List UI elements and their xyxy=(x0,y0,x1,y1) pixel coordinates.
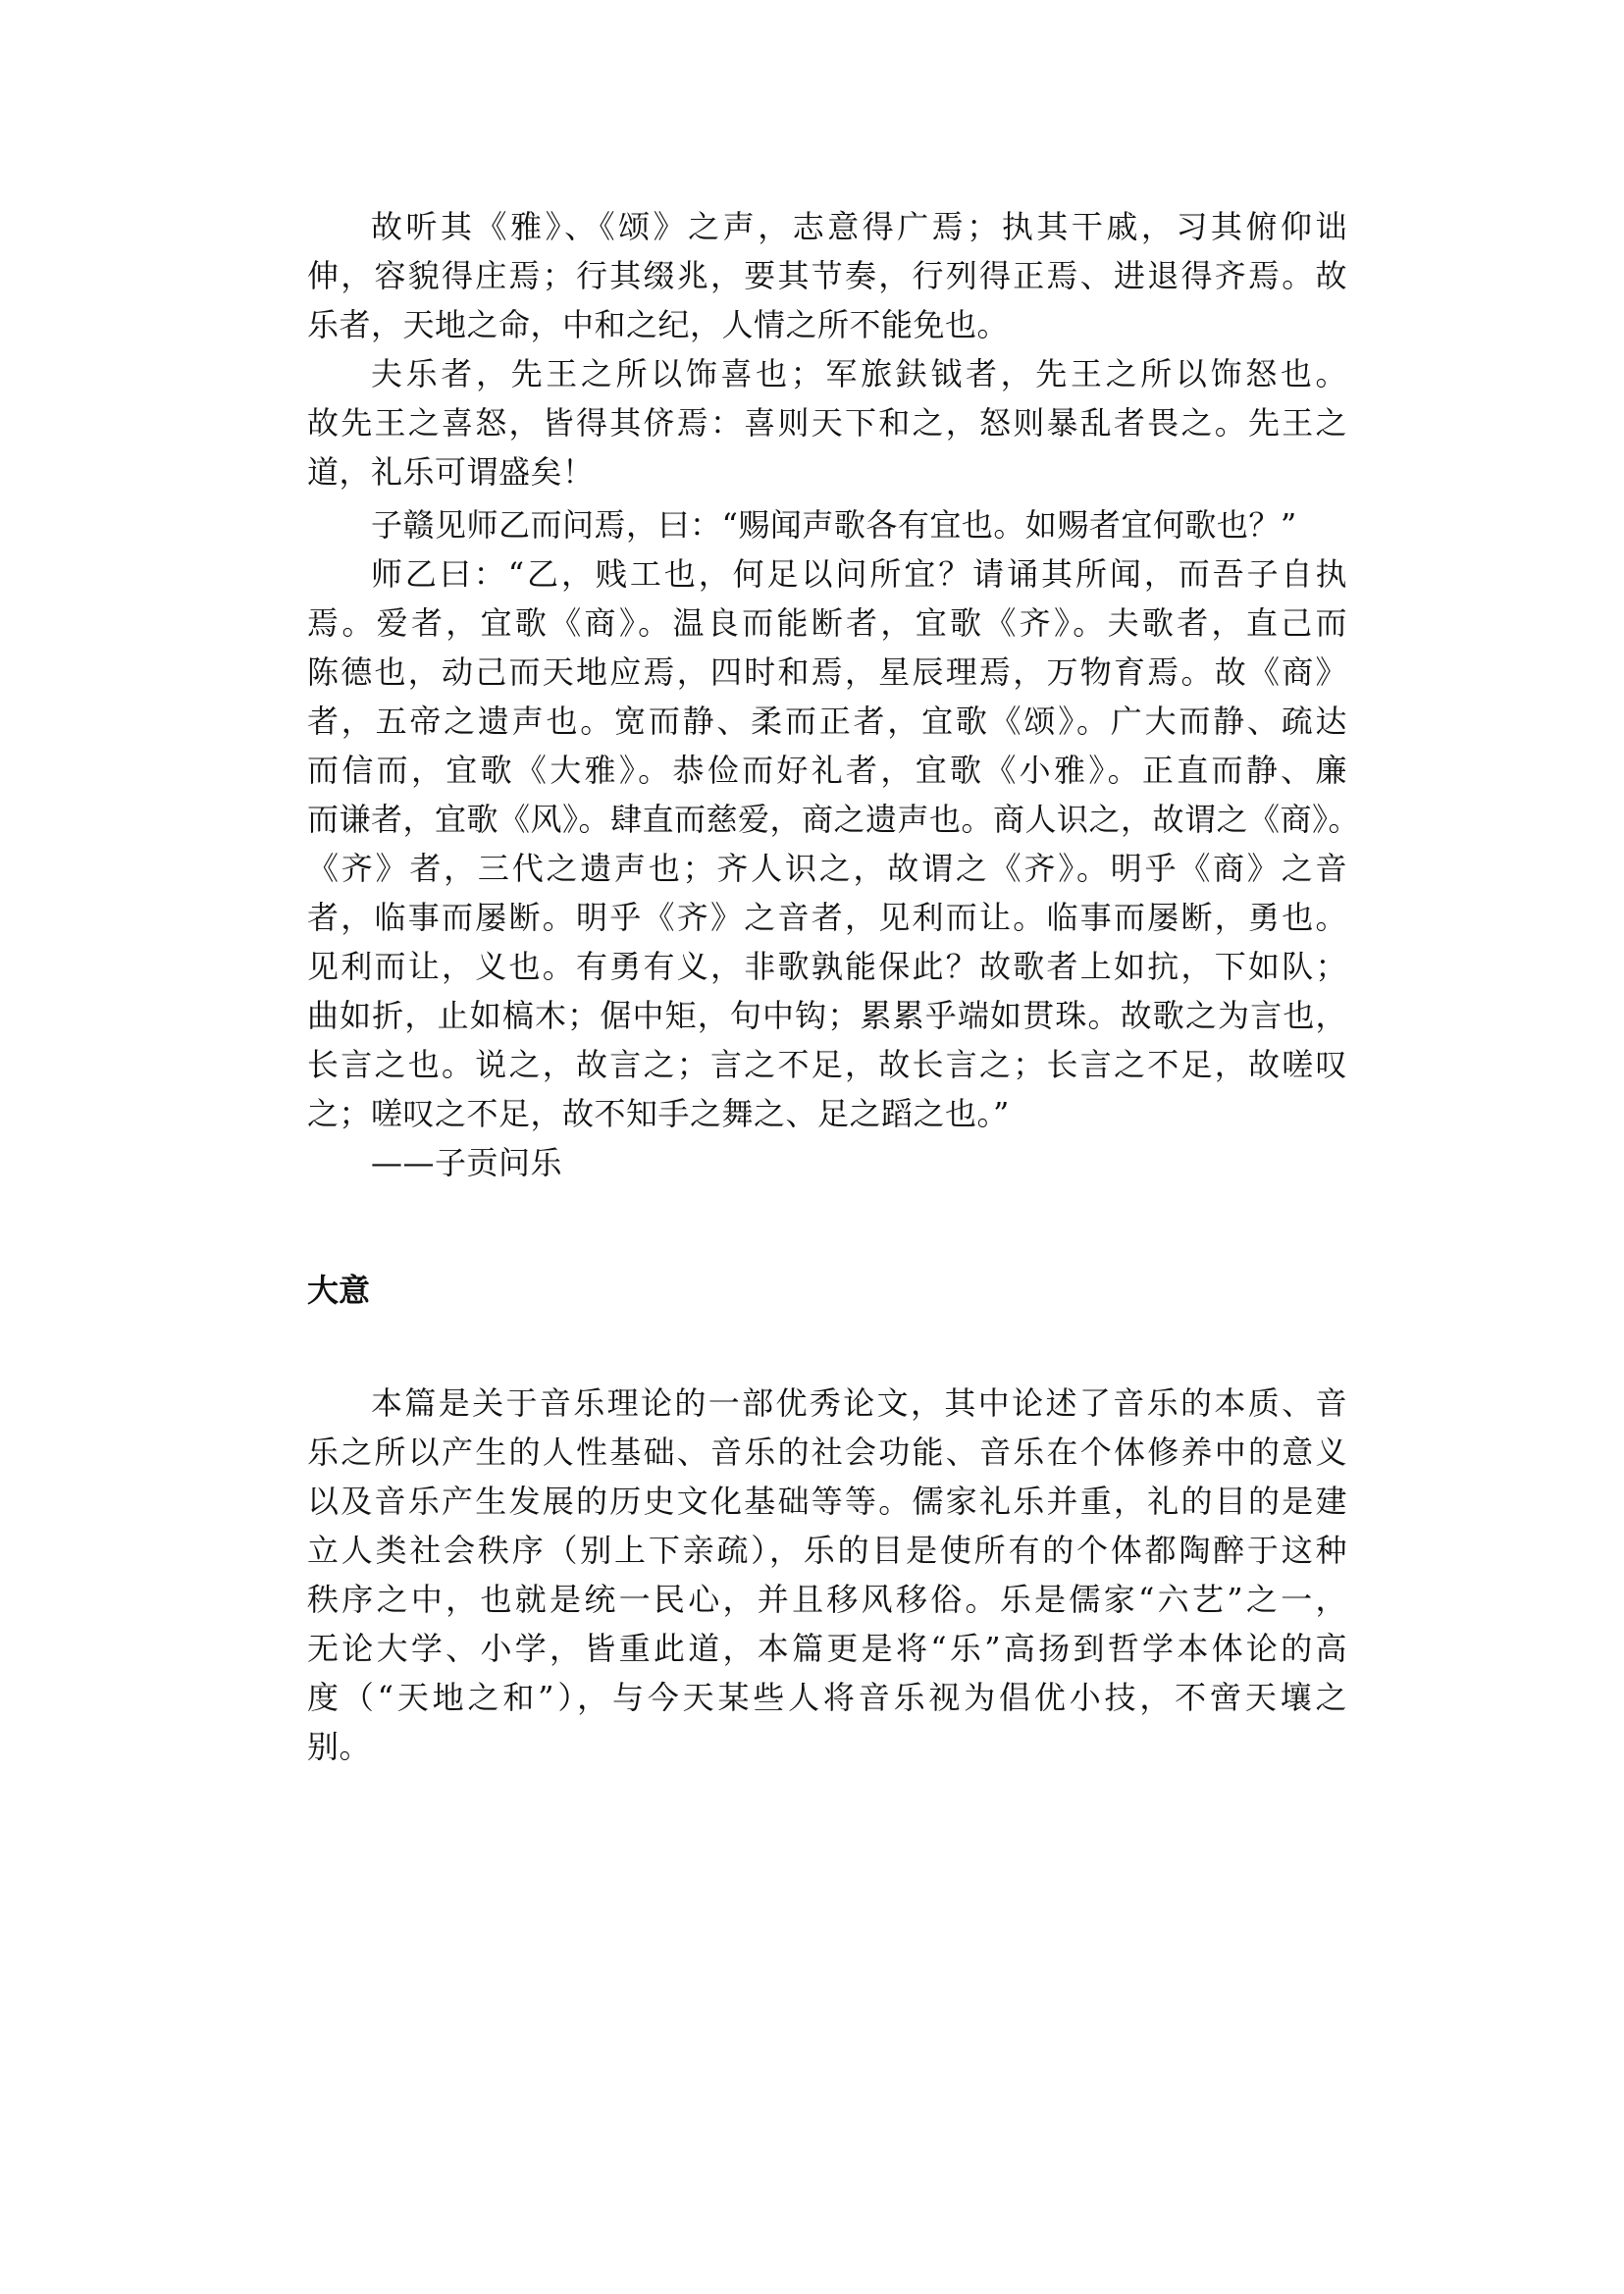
text-line: 而信而，宜歌《大雅》。恭俭而好礼者，宜歌《小雅》。正直而静、廉 xyxy=(307,752,1347,789)
text-line: 乐之所以产生的人性基础、音乐的社会功能、音乐在个体修养中的意义 xyxy=(307,1434,1347,1471)
text-line: 之；嗟叹之不足，故不知手之舞之、足之蹈之也。” xyxy=(307,1095,1010,1132)
text-line: 伸，容貌得庄焉；行其缀兆，要其节奏，行列得正焉、进退得齐焉。故 xyxy=(307,257,1347,294)
text-line: 道，礼乐可谓盛矣！ xyxy=(307,453,595,491)
text-line: 见利而让，义也。有勇有义，非歌孰能保此？故歌者上如抗，下如队； xyxy=(307,948,1347,985)
text-line: 者，临事而屡断。明乎《齐》之音者，见利而让。临事而屡断，勇也。 xyxy=(307,899,1347,936)
text-line: 《齐》者，三代之遗声也；齐人识之，故谓之《齐》。明乎《商》之音 xyxy=(307,850,1347,887)
text-line: 而谦者，宜歌《风》。肆直而慈爱，商之遗声也。商人识之，故谓之《商》。 xyxy=(307,801,1361,838)
text-line: 以及音乐产生发展的历史文化基础等等。儒家礼乐并重，礼的目的是建 xyxy=(307,1483,1347,1520)
text-line: 别。 xyxy=(307,1728,372,1765)
text-line: 乐者，天地之命，中和之纪，人情之所不能免也。 xyxy=(307,306,1010,343)
text-line: 夫乐者，先王之所以饰喜也；军旅鈇钺者，先王之所以饰怒也。 xyxy=(371,355,1347,392)
text-line: 立人类社会秩序（别上下亲疏），乐的目是使所有的个体都陶醉于这种 xyxy=(307,1532,1347,1569)
text-line: 长言之也。说之，故言之；言之不足，故长言之；长言之不足，故嗟叹 xyxy=(307,1046,1347,1083)
text-line: 故听其《雅》、《颂》之声，志意得广焉；执其干戚，习其俯仰诎 xyxy=(371,208,1347,245)
text-line: 秩序之中，也就是统一民心，并且移风移俗。乐是儒家“六艺”之一， xyxy=(307,1581,1347,1618)
text-line: 故先王之喜怒，皆得其侪焉：喜则天下和之，怒则暴乱者畏之。先王之 xyxy=(307,404,1347,442)
text-line: 无论大学、小学，皆重此道，本篇更是将“乐”高扬到哲学本体论的高 xyxy=(307,1630,1347,1667)
text-line: 度（“天地之和”），与今天某些人将音乐视为倡优小技，不啻天壤之 xyxy=(307,1679,1347,1716)
text-line: 子赣见师乙而问焉，曰：“赐闻声歌各有宜也。如赐者宜何歌也？” xyxy=(371,506,1297,544)
text-line: 焉。爱者，宜歌《商》。温良而能断者，宜歌《齐》。夫歌者，直己而 xyxy=(307,604,1347,642)
text-line: 者，五帝之遗声也。宽而静、柔而正者，宜歌《颂》。广大而静、疏达 xyxy=(307,703,1347,740)
text-line: 师乙曰：“乙，贱工也，何足以问所宜？请诵其所闻，而吾子自执 xyxy=(371,555,1347,593)
text-line: 本篇是关于音乐理论的一部优秀论文，其中论述了音乐的本质、音 xyxy=(371,1384,1347,1422)
text-line: 曲如折，止如槁木；倨中矩，句中钩；累累乎端如贯珠。故歌之为言也， xyxy=(307,997,1347,1034)
section-heading: 大意 xyxy=(307,1272,371,1309)
text-line: 陈德也，动己而天地应焉，四时和焉，星辰理焉，万物育焉。故《商》 xyxy=(307,653,1347,691)
attribution: ——子贡问乐 xyxy=(371,1144,563,1181)
